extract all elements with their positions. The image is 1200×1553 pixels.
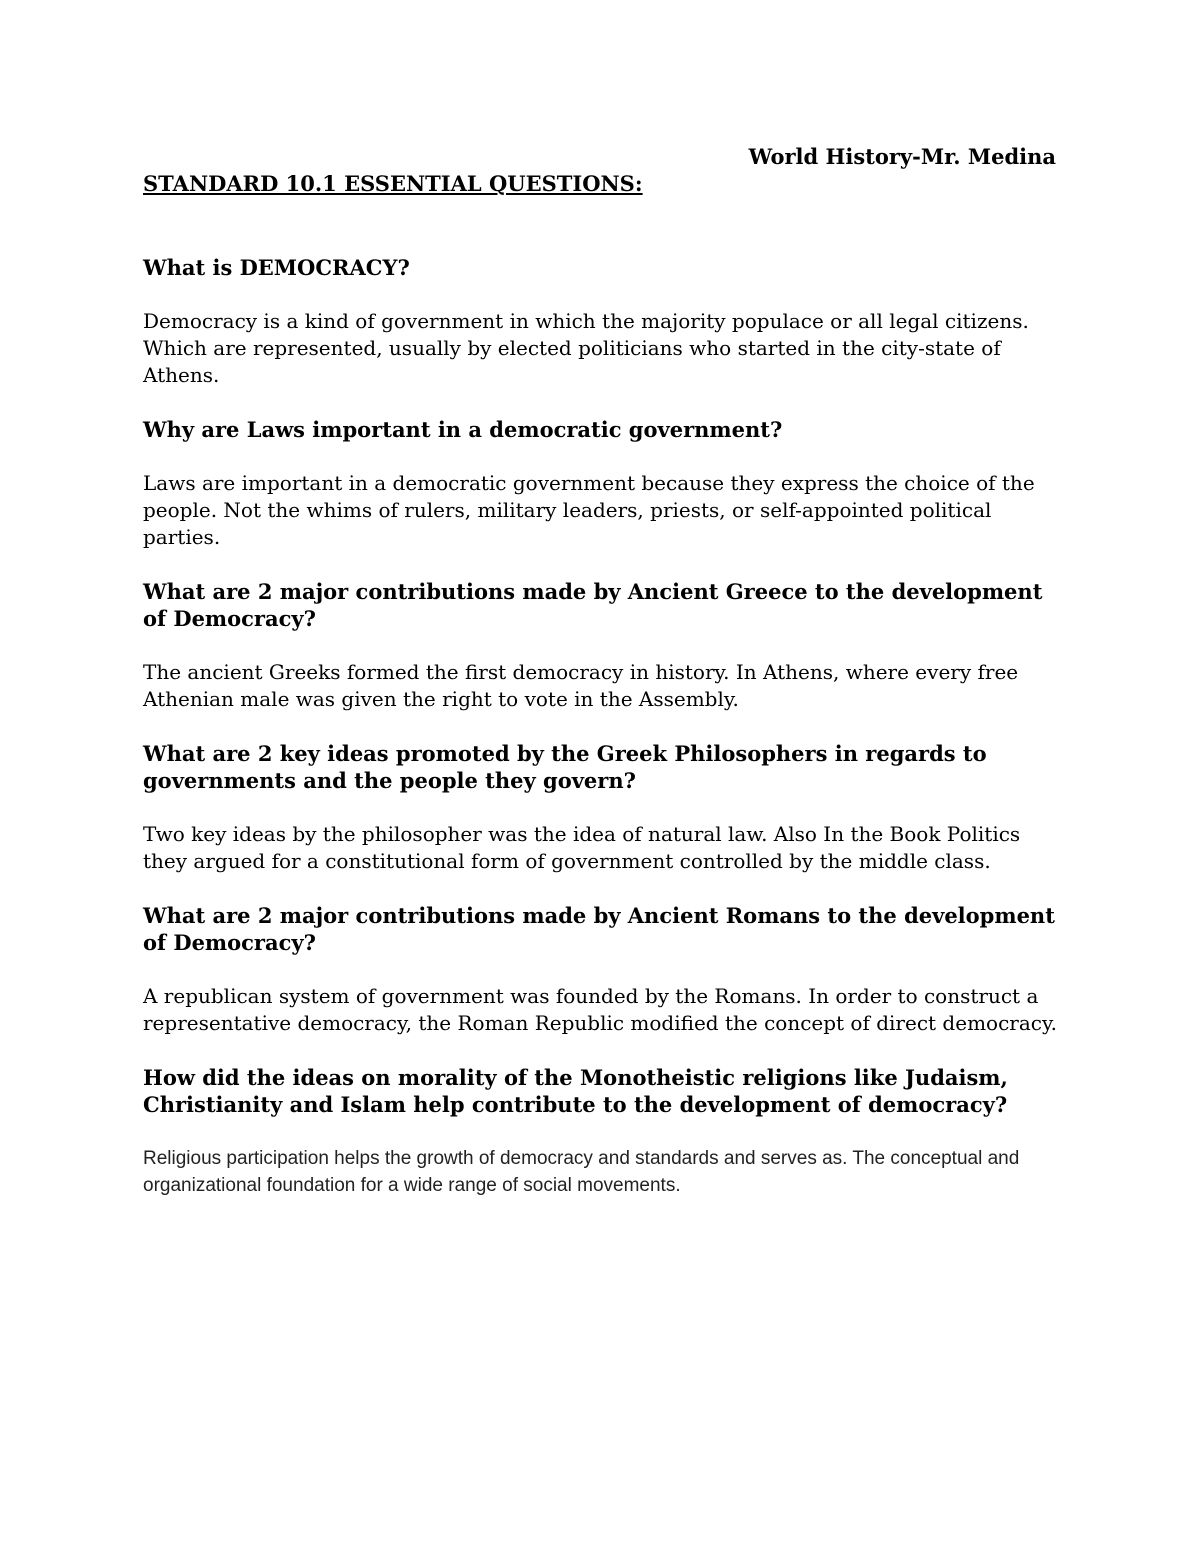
answer-3: The ancient Greeks formed the first democracy in history. In Athens, where every free Athenian male was given the right to vote in the Assembly. (143, 660, 1019, 711)
document-content (143, 170, 1063, 1226)
answer-5: A republican system of government was founded by the Romans. In order to construct a representative democracy, the Roman Republic modified the concept of direct democracy. (143, 984, 1057, 1035)
question-3: What are 2 major contributions made by Ancient Greece to the development of Democracy? (143, 579, 1043, 631)
answer-6: Religious participation helps the growth of democracy and standards and serves as. The conceptual and organizational foundation for a wide range of social movements. (143, 1148, 1020, 1196)
question-1: What is DEMOCRACY? (143, 255, 410, 280)
question-4: What are 2 key ideas promoted by the Greek Philosophers in regards to governments and the people they govern? (143, 741, 987, 793)
page-title: STANDARD 10.1 ESSENTIAL QUESTIONS: (143, 171, 643, 196)
answer-1: Democracy is a kind of government in which the majority populace or all legal citizens. Which are represented, usually by elected politicians who started in the city-state of Athens. (143, 309, 1029, 387)
question-5: What are 2 major contributions made by Ancient Romans to the development of Democracy? (143, 903, 1055, 955)
answer-4: Two key ideas by the philosopher was the idea of natural law. Also In the Book Politics they argued for a constitutional form of government controlled by the middle class. (143, 822, 1021, 873)
course-header: World History-Mr. Medina (748, 144, 1056, 169)
answer-2: Laws are important in a democratic government because they express the choice of the people. Not the whims of rulers, military leaders, priests, or self-appointed political parties. (143, 471, 1035, 549)
question-6: How did the ideas on morality of the Monotheistic religions like Judaism, Christianity and Islam help contribute to the development of democracy? (143, 1065, 1008, 1117)
question-2: Why are Laws important in a democratic government? (143, 417, 783, 442)
